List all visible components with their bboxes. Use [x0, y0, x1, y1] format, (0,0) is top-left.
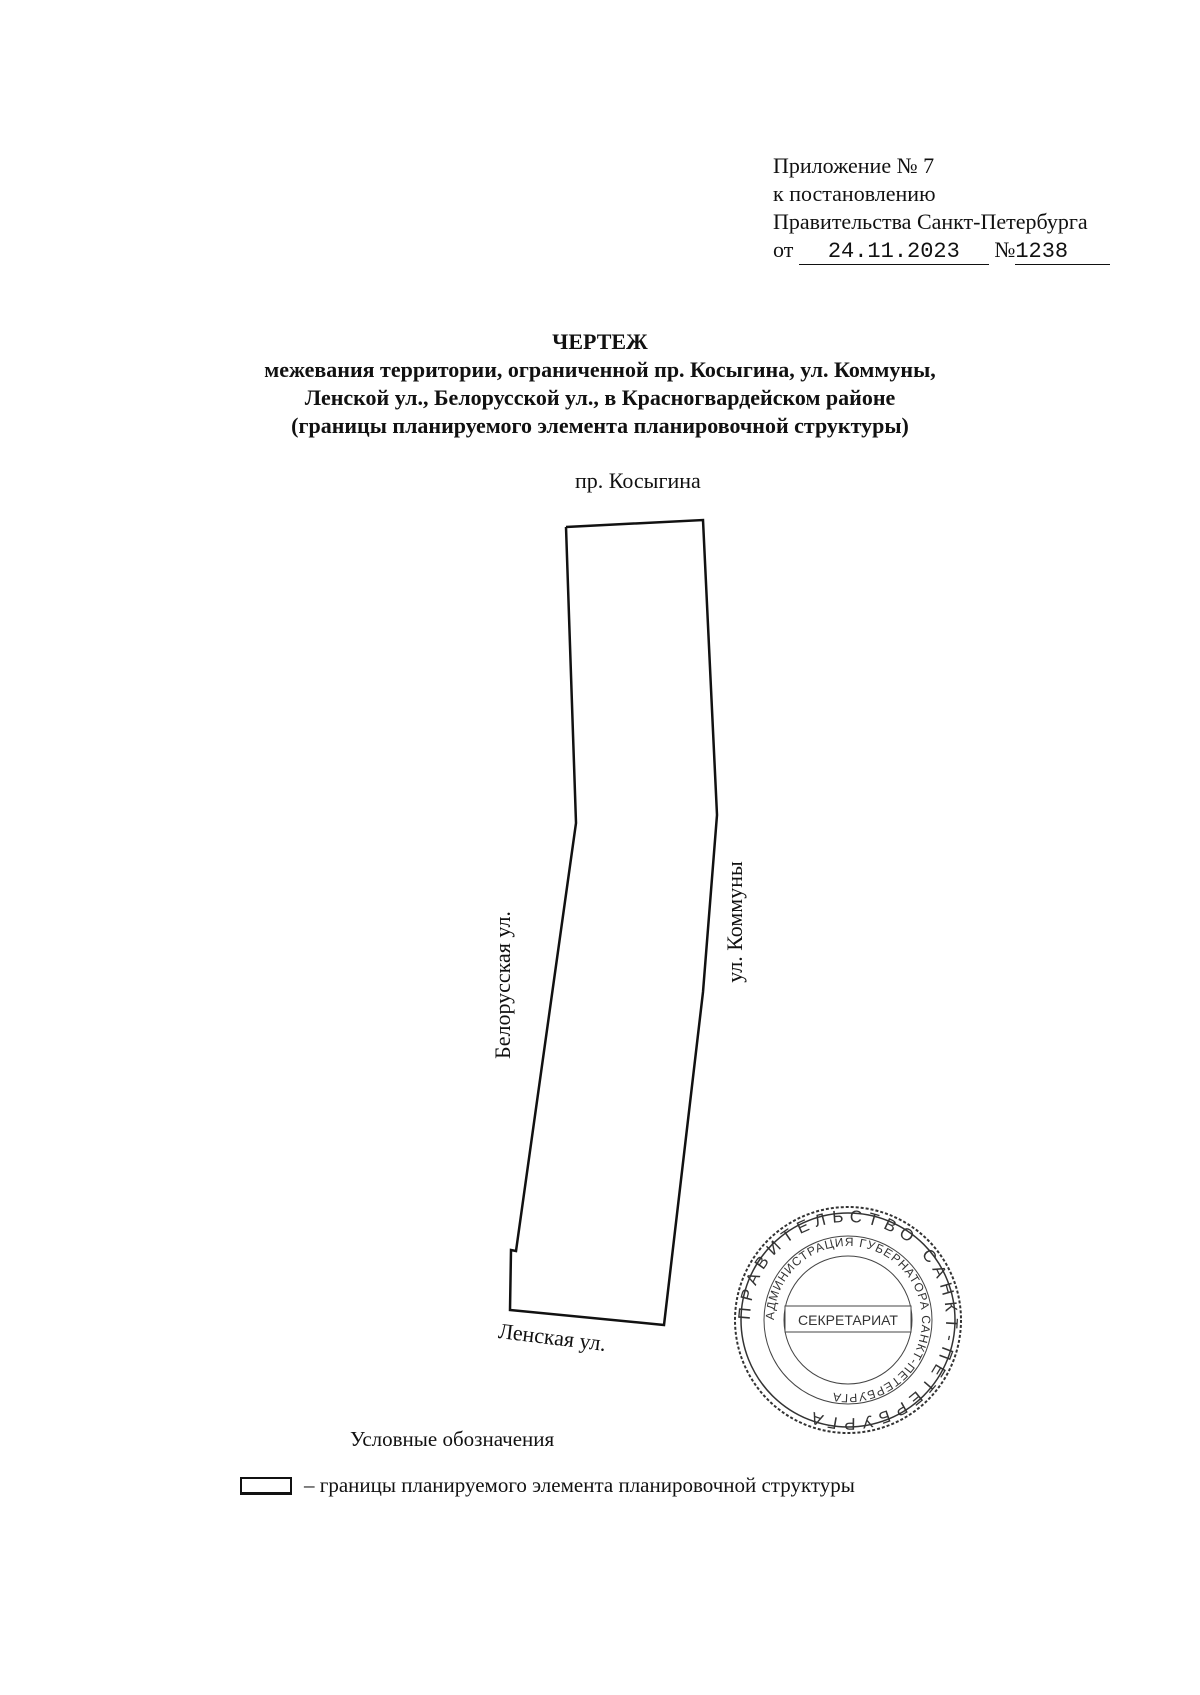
planning-boundary-outline — [510, 520, 717, 1325]
number-prefix: № — [994, 237, 1016, 262]
legend-boundary-swatch — [240, 1477, 292, 1495]
date-value: 24.11.2023 — [827, 239, 960, 264]
date-prefix: от — [773, 237, 794, 262]
appendix-line-3: Правительства Санкт-Петербурга — [773, 209, 1088, 234]
street-label-kommuny: ул. Коммуны — [722, 861, 747, 983]
title-line-2: Ленской ул., Белорусской ул., в Красногвардейском районе — [304, 385, 896, 410]
seal-inner-text: АДМИНИСТРАЦИЯ ГУБЕРНАТОРА САНКТ-ПЕТЕРБУРГА — [762, 1234, 934, 1406]
legend-item — [240, 1473, 855, 1498]
title-heading: ЧЕРТЕЖ — [552, 329, 648, 354]
street-label-lenskaya: Ленская ул. — [496, 1318, 608, 1357]
seal-outer-text: ПРАВИТЕЛЬСТВО САНКТ-ПЕТЕРБУРГА — [734, 1206, 962, 1434]
number-value: 1238 — [1015, 239, 1069, 264]
seal-center-text: СЕКРЕТАРИАТ — [798, 1312, 898, 1328]
appendix-line-2: к постановлению — [773, 181, 936, 206]
appendix-line-1: Приложение № 7 — [773, 153, 935, 178]
street-label-kosygina: пр. Косыгина — [575, 468, 701, 493]
title-line-1: межевания территории, ограниченной пр. Косыгина, ул. Коммуны, — [264, 357, 936, 382]
legend-item-label: – границы планируемого элемента планировочной структуры — [304, 1473, 855, 1497]
official-seal — [733, 1205, 963, 1435]
street-label-belorusskaya: Белорусская ул. — [490, 911, 515, 1059]
legend-title: Условные обозначения — [350, 1427, 555, 1451]
title-line-3: (границы планируемого элемента планировочной структуры) — [291, 413, 909, 438]
